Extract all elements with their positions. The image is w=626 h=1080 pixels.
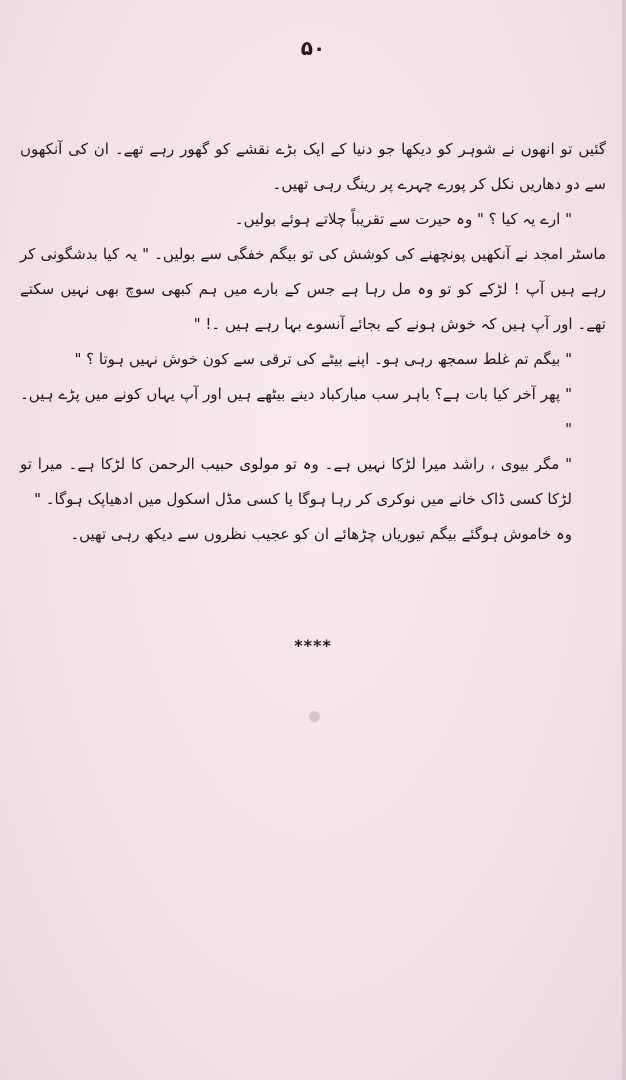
paragraph: " پھر آخر کیا بات ہے؟ باہر سب مبارکباد دینے بیٹھے ہیں اور آپ یہاں کونے میں پڑے ہیں۔ " xyxy=(20,385,572,438)
paper-speck xyxy=(309,711,320,722)
page-edge xyxy=(622,0,626,1080)
paragraph: " ارے یہ کیا ؟ " وہ حیرت سے تقریباً چلاتے ہوئے بولیں۔ xyxy=(234,210,572,228)
page-number: ۵۰ xyxy=(300,36,326,60)
body-text xyxy=(20,132,606,552)
paragraph: گئیں تو انھوں نے شوہر کو دیکھا جو دنیا کے ایک بڑے نقشے کو گھور رہے تھے۔ ان کی آنکھوں سے دو دھاریں نکل کر پورے چہرے پر رینگ رہی تھیں۔ xyxy=(20,140,606,193)
paragraph: وہ خاموش ہوگئے بیگم تیوریاں چڑھائے ان کو عجیب نظروں سے دیکھ رہی تھیں۔ xyxy=(70,525,572,543)
section-separator: **** xyxy=(294,636,332,655)
paragraph: ماسٹر امجد نے آنکھیں پونچھنے کی کوشش کی تو بیگم خفگی سے بولیں۔ " یہ کیا بدشگونی کر رہے ہیں آپ ! لڑکے کو تو وہ مل رہا ہے جس کے بارے میں ہم کبھی سوچ بھی نہیں سکتے تھے۔ اور آپ ہیں کہ خوش ہونے کے بجائے آنسوے بہا رہے ہیں ۔! " xyxy=(20,245,606,333)
paragraph: " بیگم تم غلط سمجھ رہی ہو۔ اپنے بیٹے کی ترقی سے کون خوش نہیں ہوتا ؟ " xyxy=(74,350,572,368)
paragraph: " مگر بیوی ، راشد میرا لڑکا نہیں ہے۔ وہ تو مولوی حبیب الرحمن کا لڑکا ہے۔ میرا تو لڑکا کسی ڈاک خانے میں نوکری کر رہا ہوگا یا کسی مڈل اسکول میں ادھیاپک ہوگا۔ " xyxy=(20,455,572,508)
